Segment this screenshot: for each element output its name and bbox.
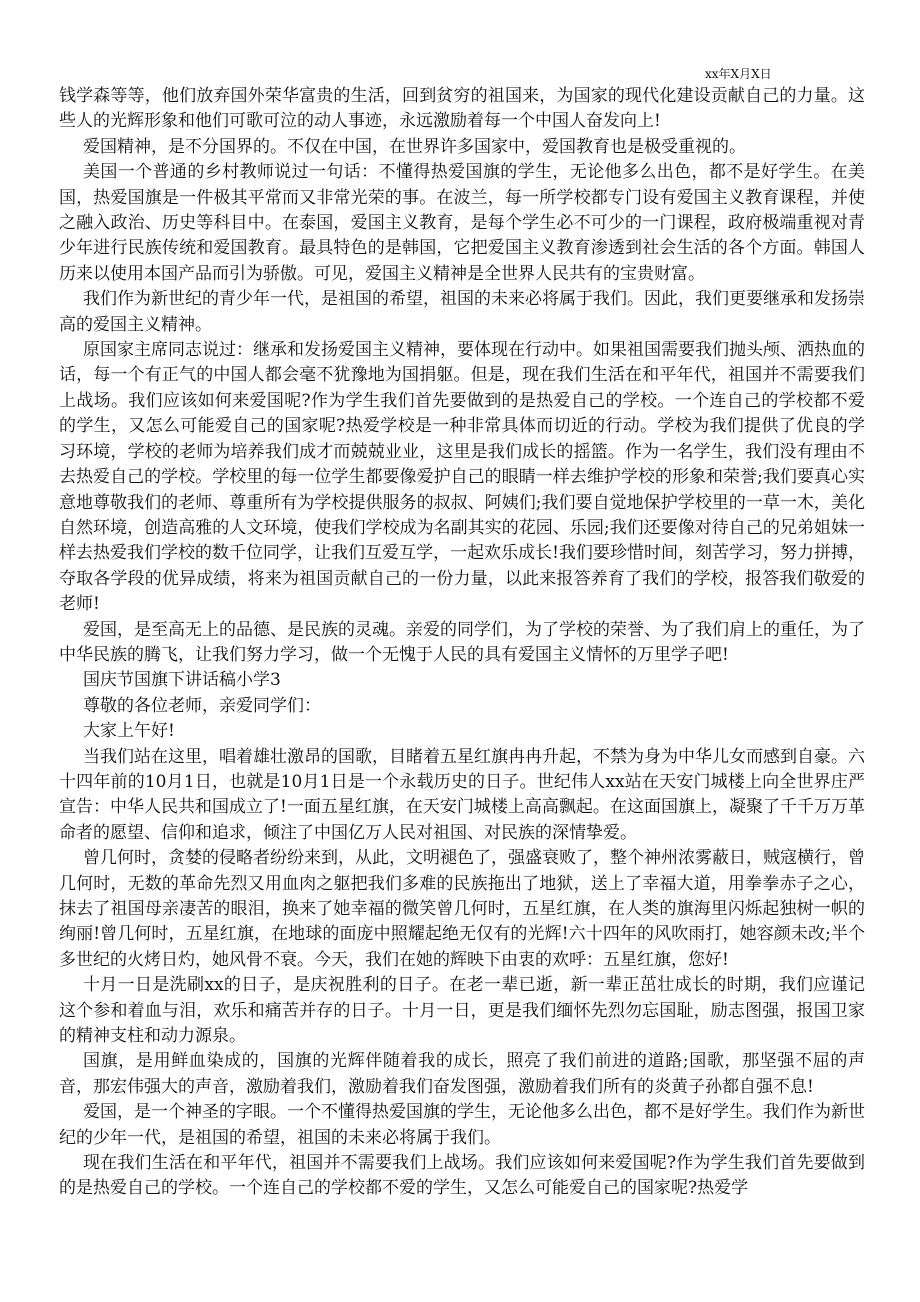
paragraph: 爱国，是一个神圣的字眼。一个不懂得热爱国旗的学生，无论他多么出色，都不是好学生。我们作为新世纪的少年一代，是祖国的希望，祖国的未来必将属于我们。 [59, 1102, 865, 1148]
document-body [59, 84, 865, 1202]
paragraph: 美国一个普通的乡村教师说过一句话：不懂得热爱国旗的学生，无论他多么出色，都不是好学生。在美国，热爱国旗是一件极其平常而又非常光荣的事。在波兰，每一所学校都专门设有爱国主义教育课程，并使之融入政治、历史等科目中。在泰国，爱国主义教育，是每个学生必不可少的一门课程，政府极端重视对青少年进行民族传统和爱国教育。最具特色的是韩国，它把爱国主义教育渗透到社会生活的各个方面。韩国人历来以使用本国产品而引为骄傲。可见，爱国主义精神是全世界人民共有的宝贵财富。 [59, 162, 865, 284]
header-date: xx年X月X日 [705, 67, 772, 81]
paragraph: 我们作为新世纪的青少年一代，是祖国的希望，祖国的未来必将属于我们。因此，我们更要继承和发扬崇高的爱国主义精神。 [59, 289, 865, 335]
paragraph: 原国家主席同志说过：继承和发扬爱国主义精神，要体现在行动中。如果祖国需要我们抛头颅、洒热血的话，每一个有正气的中国人都会毫不犹豫地为国捐躯。但是，现在我们生活在和平年代，祖国并不需要我们上战场。我们应该如何来爱国呢?作为学生我们首先要做到的是热爱自己的学校。一个连自己的学校都不爱的学生，又怎么可能爱自己的国家呢?热爱学校是一种非常具体而切近的行动。学校为我们提供了优良的学习环境，学校的老师为培养我们成才而兢兢业业，这里是我们成长的摇篮。作为一名学生，我们没有理由不去热爱自己的学校。学校里的每一位学生都要像爱护自己的眼睛一样去维护学校的形象和荣誉;我们要真心实意地尊敬我们的老师、尊重所有为学校提供服务的叔叔、阿姨们;我们要自觉地保护学校里的一草一木，美化自然环境，创造高雅的人文环境，使我们学校成为名副其实的花园、乐园;我们还要像对待自己的兄弟姐妹一样去热爱我们学校的数千位同学，让我们互爱互学，一起欢乐成长!我们要珍惜时间，刻苦学习，努力拼搏，夺取各学段的优异成绩，将来为祖国贡献自己的一份力量，以此来报答养育了我们的学校，报答我们敬爱的老师! [59, 340, 865, 615]
salutation: 尊敬的各位老师，亲爱同学们： [83, 695, 321, 716]
paragraph: 爱国，是至高无上的品德、是民族的灵魂。亲爱的同学们，为了学校的荣誉、为了我们肩上的重任，为了中华民族的腾飞，让我们努力学习，做一个无愧于人民的具有爱国主义情怀的万里学子吧! [59, 619, 865, 665]
paragraph: 爱国精神，是不分国界的。不仅在中国，在世界许多国家中，爱国教育也是极受重视的。 [83, 136, 746, 157]
paragraph: 钱学森等等，他们放弃国外荣华富贵的生活，回到贫穷的祖国来，为国家的现代化建设贡献自己的力量。这些人的光辉形象和他们可歌可泣的动人事迹，永远激励着每一个中国人奋发向上! [59, 86, 865, 132]
paragraph: 当我们站在这里，唱着雄壮激昂的国歌，目睹着五星红旗冉冉升起，不禁为身为中华儿女而感到自豪。六十四年前的10月1日，也就是10月1日是一个永载历史的日子。世纪伟人xx站在天安门城楼上向全世界庄严宣告：中华人民共和国成立了!一面五星红旗，在天安门城楼上高高飘起。在这面国旗上，凝聚了千千万万革命者的愿望、信仰和追求，倾注了中国亿万人民对祖国、对民族的深情挚爱。 [59, 746, 865, 843]
section-title: 国庆节国旗下讲话稿小学3 [83, 670, 281, 691]
paragraph: 现在我们生活在和平年代，祖国并不需要我们上战场。我们应该如何来爱国呢?作为学生我们首先要做到的是热爱自己的学校。一个连自己的学校都不爱的学生，又怎么可能爱自己的国家呢?热爱学 [59, 1153, 865, 1199]
greeting: 大家上午好! [83, 721, 175, 742]
paragraph: 曾几何时，贪婪的侵略者纷纷来到，从此，文明褪色了，强盛衰败了，整个神州浓雾蔽日，贼寇横行，曾几何时，无数的革命先烈又用血肉之躯把我们多难的民族拖出了地狱，送上了幸福大道，用拳拳赤子之心，抹去了祖国母亲凄苦的眼泪，换来了她幸福的微笑曾几何时，五星红旗，在人类的旗海里闪烁起独树一帜的绚丽!曾几何时，五星红旗，在地球的面庞中照耀起绝无仅有的光辉!六十四年的风吹雨打，她容颜未改;半个多世纪的火烤日灼，她风骨不衰。今天，我们在她的辉映下由衷的欢呼：五星红旗，您好! [59, 848, 865, 970]
paragraph: 十月一日是洗刷xx的日子，是庆祝胜利的日子。在老一辈已逝，新一辈正茁壮成长的时期，我们应谨记这个参和着血与泪，欢乐和痛苦并存的日子。十月一日，更是我们缅怀先烈勿忘国耻，励志图强，报国卫家的精神支柱和动力源泉。 [59, 975, 865, 1047]
paragraph: 国旗，是用鲜血染成的，国旗的光辉伴随着我的成长，照亮了我们前进的道路;国歌，那坚强不屈的声音，那宏伟强大的声音，激励着我们，激励着我们奋发图强，激励着我们所有的炎黄子孙都自强不息! [59, 1051, 865, 1097]
